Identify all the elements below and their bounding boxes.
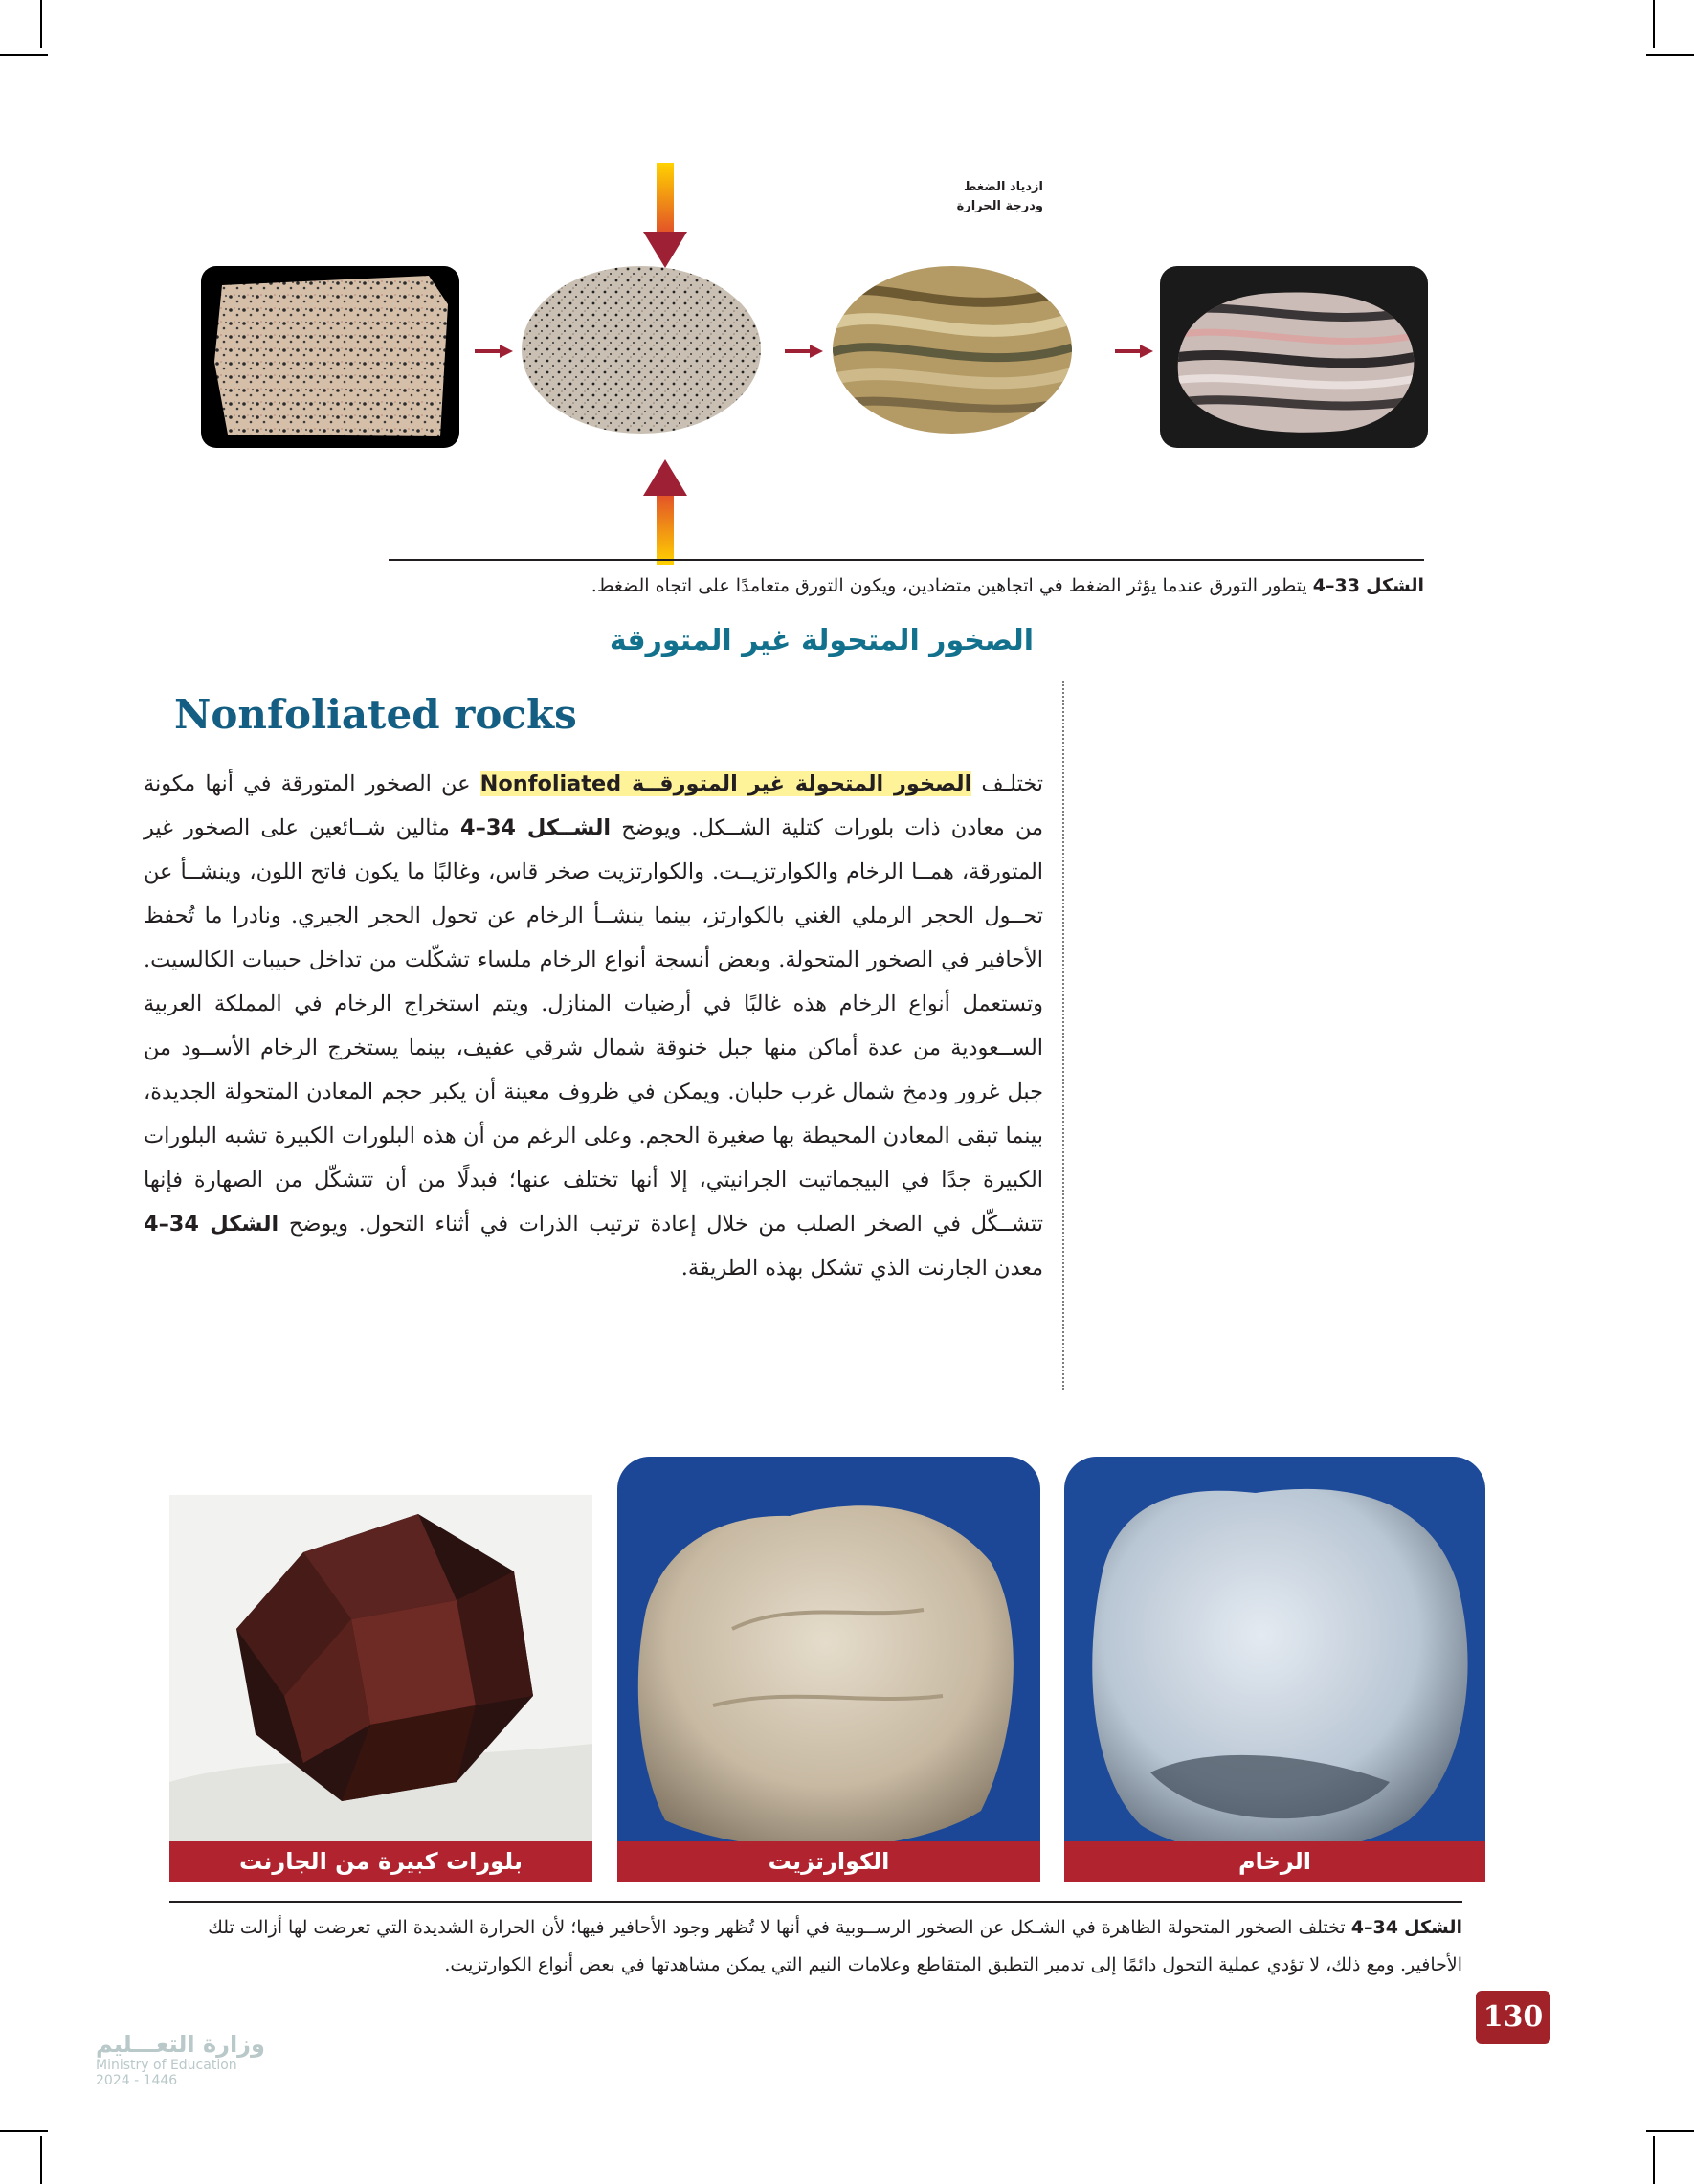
crop-mark [1653,2136,1655,2184]
quartzite-photo [617,1457,1040,1876]
gneiss-oval-image [833,266,1072,434]
highlight-term-en: Nonfoliated [479,771,622,796]
garnet-label: بلورات كبيرة من الجارنت [169,1841,592,1882]
crop-mark [40,2136,42,2184]
ministry-name-ar: وزارة التعـــليم [96,2031,265,2058]
quartzite-label: الكوارتزيت [617,1841,1040,1882]
paragraph-text-2: مثالين شــائعين على الصخور غير المتورقة، همــا الرخام والكوارتزيــت. والكوارتزيت صخر قاس، وغالبًا ما يكون فاتح اللون، وينشــأ عن تحــول الحجر الرملي الغني بالكوارتز، بينما ينشــأ الرخام عن تحول الحجر الجيري. ونادرا ما تُحفظ الأحافير في الصخور المتحولة. وبعض أنسجة أنواع الرخام ملساء تشكّلت من تداخل حبيبات الكالسيت. وتستعمل أنواع الرخام هذه غالبًا في أرضيات المنازل. ويتم استخراج الرخام في المملكة العربية الســعودية من عدة أماكن منها جبل خنوقة شمال شرقي عفيف، بينما يستخرج الرخام الأســود من جبل غرور ودمخ شمال غرب حلبان. ويمكن في ظروف معينة أن يكبر حجم المعادن المتحولة الجديدة، بينما تبقى المعادن المحيطة بها صغيرة الحجم. وعلى الرغم من أن هذه البلورات الكبيرة تشبه البلورات الكبيرة جدًا في البيجماتيت الجرانيتي، إلا أنها تختلف عنها؛ فبدلًا من أن تتشكّل من الصهارة فإنها تتشــكّل في الصخر الصلب من خلال إعادة ترتيب الذرات في أثناء التحول. ويوضح [144,815,1044,1237]
granite-oval-image [522,266,761,434]
crop-mark [0,54,48,56]
caption-text: يتطور التورق عندما يؤثر الضغط في اتجاهين متضادين، ويكون التورق متعامدًا على اتجاه الضغط. [591,575,1307,596]
granite-rock-image [201,266,459,448]
figure-34-caption [178,1909,1462,1984]
arrow-right-icon [475,345,513,358]
caption-text: تختلف الصخور المتحولة الظاهرة في الشـكل عن الصخور الرســوبية في أنها لا تُظهر وجود الأحافير فيها؛ لأن الحرارة الشديدة التي تعرضت لها أزالت تلك الأحافير. ومع ذلك، لا تؤدي عملية التحول دائمًا إلى تدمير التطبق المتقاطع وعلامات النيم التي يمكن مشاهدتها في بعض أنواع الكوارتزيت. [208,1917,1462,1975]
figure-33-caption [287,570,1424,601]
caption-number: 33–4 [1312,575,1360,596]
page-number: 130 [1476,1991,1550,2044]
column-divider [1062,681,1064,1390]
ministry-footer [96,2031,287,2088]
crop-mark [40,0,42,48]
ministry-year: 2024 - 1446 [96,2073,178,2088]
paragraph-start: تختلـف [981,771,1044,796]
pressure-label-line2: ودرجة الحرارة [956,199,1043,214]
figure-reference: الشــكل 34–4 [460,815,612,840]
body-paragraph [144,762,1043,1290]
section-heading-ar: الصخور المتحولة غير المتورقة [609,624,1034,657]
pressure-arrow-down-icon [641,163,689,268]
marble-label: الرخام [1064,1841,1485,1882]
figure-reference: الشكل 34–4 [144,1212,279,1237]
banded-gneiss-image [1160,266,1428,448]
arrow-right-icon [785,345,823,358]
paragraph-text-1: عن الصخور المتورقة في أنها مكونة من معادن ذات بلورات كتلية الشــكل. ويوضح [144,771,1043,840]
marble-photo [1064,1457,1485,1876]
figure-34-rule [169,1901,1462,1903]
pressure-label-line1: ازدياد الضغط [964,180,1043,194]
caption-prefix: الشكل [1366,575,1424,596]
arrow-right-icon [1115,345,1153,358]
crop-mark [1646,2130,1694,2132]
ministry-name-en: Ministry of Education [96,2058,237,2073]
section-heading-en: Nonfoliated rocks [174,691,577,738]
paragraph-text-3: معدن الجارنت الذي تشكل بهذه الطريقة. [680,1256,1043,1281]
caption-prefix: الشكل [1404,1917,1462,1938]
crop-mark [1653,0,1655,48]
crop-mark [1646,54,1694,56]
pressure-label [727,178,1043,216]
garnet-photo [169,1495,592,1876]
highlight-term-ar: الصخور المتحولة غير المتورقــة [632,771,972,796]
pressure-arrow-up-icon [641,459,689,565]
figure-33 [191,153,1436,555]
figure-33-rule [389,559,1424,561]
crop-mark [0,2130,48,2132]
highlight-sep [621,771,632,796]
caption-number: 34–4 [1350,1917,1398,1938]
